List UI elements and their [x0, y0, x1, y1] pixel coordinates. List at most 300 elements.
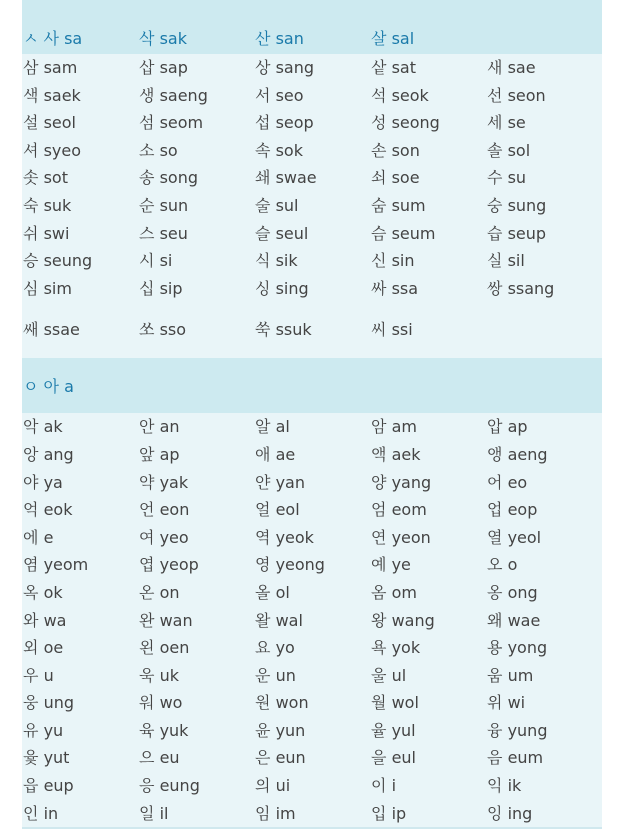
romanization: seol [43, 113, 76, 133]
romanization: seup [507, 223, 547, 243]
syllable-cell [486, 800, 602, 828]
hangul-syllable: 쇄 [255, 168, 271, 188]
romanization: sul [275, 195, 299, 215]
syllable-cell [138, 634, 254, 662]
syllable-cell [22, 551, 138, 579]
syllable-cell [254, 164, 370, 192]
hangul-syllable: 완 [139, 610, 155, 630]
header-romanization: san [275, 29, 304, 48]
hangul-syllable: 왈 [255, 610, 271, 630]
romanization: seon [507, 85, 546, 105]
romanization: seom [159, 113, 204, 133]
hangul-syllable: 스 [139, 223, 155, 243]
syllable-cell [22, 469, 138, 497]
hangul-syllable: 송 [139, 168, 155, 188]
hangul-syllable: 색 [23, 85, 39, 105]
romanization: sin [391, 251, 415, 271]
syllable-cell [486, 469, 602, 497]
syllable-cell [486, 579, 602, 607]
syllable-cell [22, 275, 138, 303]
syllable-cell [22, 744, 138, 772]
hangul-syllable: 원 [255, 693, 271, 713]
syllable-cell [22, 634, 138, 662]
syllable-cell [486, 551, 602, 579]
romanization: yak [159, 472, 189, 492]
romanization: ang [43, 444, 74, 464]
hangul-syllable: 약 [139, 472, 155, 492]
hangul-syllable: 슬 [255, 223, 271, 243]
hangul-syllable: 설 [23, 113, 39, 133]
section-header-a [22, 358, 602, 413]
header-cell [371, 26, 414, 49]
romanization: seung [43, 251, 93, 271]
hangul-syllable: 일 [139, 803, 155, 823]
syllable-cell [22, 717, 138, 745]
hangul-syllable: 영 [255, 555, 271, 575]
romanization: sok [275, 140, 303, 160]
romanization: yeon [391, 527, 431, 547]
syllable-cell [138, 551, 254, 579]
hangul-syllable: 요 [255, 638, 271, 658]
syllable-cell [486, 717, 602, 745]
romanization: su [507, 168, 527, 188]
romanization: um [507, 665, 534, 685]
syllable-cell [254, 109, 370, 137]
romanization: ssa [391, 278, 419, 298]
romanization: swi [43, 223, 70, 243]
syllable-cell [22, 413, 138, 441]
hangul-syllable: 임 [255, 803, 271, 823]
romanization: e [43, 527, 54, 547]
romanization: ul [391, 665, 407, 685]
syllable-cell [254, 413, 370, 441]
syllable-cell [22, 689, 138, 717]
syllable-cell [370, 164, 486, 192]
hangul-syllable: 선 [487, 85, 503, 105]
hangul-syllable: 온 [139, 582, 155, 602]
syllable-cell [370, 302, 486, 358]
romanization: ik [507, 776, 522, 796]
romanization: saeng [159, 85, 208, 105]
romanization: ui [275, 776, 291, 796]
syllable-cell [138, 82, 254, 110]
hangul-syllable: 음 [487, 748, 503, 768]
syllable-cell [370, 689, 486, 717]
syllable-cell [370, 772, 486, 800]
hangul-syllable: 손 [371, 140, 387, 160]
syllable-cell [254, 137, 370, 165]
syllable-cell [370, 441, 486, 469]
romanization: sil [507, 251, 525, 271]
syllable-cell [486, 192, 602, 220]
syllable-cell [138, 496, 254, 524]
hangul-syllable: 읍 [23, 776, 39, 796]
syllable-cell [254, 441, 370, 469]
syllable-cell [22, 579, 138, 607]
hangul-syllable: 욱 [139, 665, 155, 685]
romanization-table [22, 0, 602, 827]
romanization: wal [275, 610, 303, 630]
syllable-cell [22, 82, 138, 110]
romanization: sot [43, 168, 68, 188]
hangul-syllable: 울 [371, 665, 387, 685]
romanization: yo [275, 638, 295, 658]
syllable-cell [486, 496, 602, 524]
syllable-cell [370, 662, 486, 690]
syllable-cell [138, 275, 254, 303]
romanization: sap [159, 58, 188, 77]
syllable-grid-a [22, 413, 602, 827]
syllable-cell [370, 109, 486, 137]
romanization: sung [507, 195, 547, 215]
syllable-cell [22, 524, 138, 552]
romanization: yeok [275, 527, 314, 547]
hangul-syllable: 앙 [23, 444, 39, 464]
romanization: ong [507, 582, 538, 602]
romanization: ye [391, 555, 411, 575]
hangul-syllable: 업 [487, 500, 503, 520]
syllable-cell [22, 496, 138, 524]
syllable-cell [370, 524, 486, 552]
hangul-syllable: 순 [139, 195, 155, 215]
syllable-cell [254, 524, 370, 552]
romanization: wi [507, 693, 526, 713]
hangul-syllable: 역 [255, 527, 271, 547]
hangul-syllable: 입 [371, 803, 387, 823]
syllable-cell [486, 137, 602, 165]
romanization: suk [43, 195, 72, 215]
romanization: swae [275, 168, 317, 188]
romanization: eon [159, 500, 190, 520]
romanization: ap [507, 417, 528, 437]
romanization: seu [159, 223, 188, 243]
hangul-syllable: 승 [23, 251, 39, 271]
syllable-cell [138, 192, 254, 220]
romanization: se [507, 113, 526, 133]
hangul-syllable: 외 [23, 638, 39, 658]
syllable-cell [370, 192, 486, 220]
syllable-cell [370, 717, 486, 745]
header-hangul: 살 [371, 29, 387, 48]
hangul-syllable: 섭 [255, 113, 271, 133]
syllable-cell [486, 772, 602, 800]
hangul-syllable: 워 [139, 693, 155, 713]
hangul-syllable: 암 [371, 417, 387, 437]
syllable-cell [22, 220, 138, 248]
romanization: yeom [43, 555, 89, 575]
romanization: seong [391, 113, 440, 133]
syllable-cell [22, 607, 138, 635]
hangul-syllable: 솔 [487, 140, 503, 160]
hangul-syllable: 슴 [371, 223, 387, 243]
syllable-grid-sa-last [22, 302, 602, 358]
hangul-syllable: 염 [23, 555, 39, 575]
syllable-cell [138, 607, 254, 635]
syllable-cell [370, 137, 486, 165]
hangul-syllable: 예 [371, 555, 387, 575]
syllable-cell [370, 413, 486, 441]
romanization: sun [159, 195, 189, 215]
syllable-grid-sa [22, 54, 602, 302]
hangul-syllable: 연 [371, 527, 387, 547]
syllable-cell [22, 109, 138, 137]
romanization: seum [391, 223, 436, 243]
romanization: yeong [275, 555, 325, 575]
romanization: eum [507, 748, 544, 768]
romanization: sol [507, 140, 531, 160]
romanization: yeol [507, 527, 542, 547]
syllable-cell [254, 496, 370, 524]
romanization: eup [43, 776, 74, 796]
romanization: eun [275, 748, 306, 768]
romanization: un [275, 665, 296, 685]
syllable-cell [138, 54, 254, 82]
hangul-syllable: 움 [487, 665, 503, 685]
romanization: ung [43, 693, 74, 713]
hangul-syllable: 쌍 [487, 278, 503, 298]
romanization: oen [159, 638, 190, 658]
romanization: yung [507, 720, 548, 740]
hangul-syllable: 악 [23, 417, 39, 437]
romanization: sso [159, 320, 187, 340]
romanization: ing [507, 803, 533, 823]
syllable-cell [138, 469, 254, 497]
hangul-syllable: 쏘 [139, 320, 155, 340]
hangul-syllable: 소 [139, 140, 155, 160]
hangul-syllable: 솟 [23, 168, 39, 188]
romanization: sang [275, 58, 314, 77]
syllable-cell [254, 607, 370, 635]
syllable-cell [22, 662, 138, 690]
syllable-cell [254, 220, 370, 248]
hangul-syllable: 쌔 [23, 320, 39, 340]
header-cell [255, 26, 304, 49]
hangul-syllable: 압 [487, 417, 503, 437]
syllable-cell [138, 800, 254, 828]
hangul-syllable: 위 [487, 693, 503, 713]
romanization: seul [275, 223, 309, 243]
syllable-cell [370, 82, 486, 110]
hangul-syllable: 양 [371, 472, 387, 492]
romanization: il [159, 803, 169, 823]
hangul-syllable: 왕 [371, 610, 387, 630]
romanization: i [391, 776, 397, 796]
hangul-syllable: 언 [139, 500, 155, 520]
hangul-syllable: 샅 [371, 58, 387, 77]
header-hangul: 삭 [139, 29, 155, 48]
syllable-cell [138, 744, 254, 772]
syllable-cell [138, 164, 254, 192]
romanization: ae [275, 444, 296, 464]
romanization: u [43, 665, 54, 685]
hangul-syllable: 용 [487, 638, 503, 658]
romanization: si [159, 251, 173, 271]
syllable-cell [370, 800, 486, 828]
hangul-syllable: 오 [487, 555, 503, 575]
romanization: ssang [507, 278, 555, 298]
romanization: eul [391, 748, 416, 768]
romanization: yul [391, 720, 416, 740]
header-hangul: 산 [255, 29, 271, 48]
syllable-cell [370, 275, 486, 303]
romanization: wan [159, 610, 193, 630]
hangul-syllable: 은 [255, 748, 271, 768]
syllable-cell [254, 302, 370, 358]
romanization: son [391, 140, 420, 160]
romanization: yan [275, 472, 305, 492]
syllable-cell [486, 109, 602, 137]
romanization: yu [43, 720, 64, 740]
syllable-cell [486, 220, 602, 248]
romanization: so [159, 140, 178, 160]
hangul-syllable: 왼 [139, 638, 155, 658]
syllable-cell [138, 137, 254, 165]
hangul-syllable: 여 [139, 527, 155, 547]
syllable-cell [22, 302, 138, 358]
hangul-syllable: 쉬 [23, 223, 39, 243]
syllable-cell [370, 579, 486, 607]
syllable-cell [138, 220, 254, 248]
syllable-cell [486, 275, 602, 303]
hangul-syllable: 수 [487, 168, 503, 188]
romanization: eop [507, 500, 538, 520]
syllable-cell [486, 744, 602, 772]
romanization: seok [391, 85, 429, 105]
hangul-syllable: 숭 [487, 195, 503, 215]
romanization: eom [391, 500, 427, 520]
header-romanization: sak [159, 29, 187, 48]
romanization: wa [43, 610, 67, 630]
syllable-cell [138, 772, 254, 800]
syllable-cell [254, 800, 370, 828]
romanization: seop [275, 113, 314, 133]
romanization: ak [43, 417, 63, 437]
romanization: ap [159, 444, 180, 464]
syllable-cell [486, 607, 602, 635]
hangul-syllable: 월 [371, 693, 387, 713]
syllable-cell [254, 579, 370, 607]
section-header-sa [22, 0, 602, 54]
romanization: yok [391, 638, 421, 658]
hangul-syllable: 셔 [23, 140, 39, 160]
hangul-syllable: 신 [371, 251, 387, 271]
syllable-cell [138, 689, 254, 717]
romanization: soe [391, 168, 420, 188]
hangul-syllable: 서 [255, 85, 271, 105]
hangul-syllable: 식 [255, 251, 271, 271]
hangul-syllable: 의 [255, 776, 271, 796]
romanization: eok [43, 500, 73, 520]
romanization: wae [507, 610, 541, 630]
header-romanization: sa [64, 29, 83, 48]
hangul-syllable: 애 [255, 444, 271, 464]
romanization: aek [391, 444, 421, 464]
hangul-syllable: 와 [23, 610, 39, 630]
hangul-syllable: 얼 [255, 500, 271, 520]
romanization: yong [507, 638, 548, 658]
hangul-syllable: 유 [23, 720, 39, 740]
syllable-cell [486, 54, 602, 82]
hangul-syllable: 싱 [255, 278, 271, 298]
syllable-cell [370, 496, 486, 524]
romanization: on [159, 582, 180, 602]
syllable-cell [138, 524, 254, 552]
romanization: yeop [159, 555, 199, 575]
romanization: eung [159, 776, 200, 796]
header-hangul: ㅇ 아 [23, 377, 59, 397]
syllable-cell [138, 662, 254, 690]
syllable-cell [22, 247, 138, 275]
syllable-cell [138, 302, 254, 358]
romanization: om [391, 582, 417, 602]
romanization: an [159, 417, 180, 437]
romanization: ssi [391, 320, 413, 340]
syllable-cell [486, 441, 602, 469]
syllable-cell [254, 247, 370, 275]
romanization: o [507, 555, 518, 575]
hangul-syllable: 운 [255, 665, 271, 685]
syllable-cell [370, 220, 486, 248]
hangul-syllable: 왜 [487, 610, 503, 630]
hangul-syllable: 속 [255, 140, 271, 160]
syllable-cell [370, 54, 486, 82]
romanization: wol [391, 693, 419, 713]
hangul-syllable: 야 [23, 472, 39, 492]
hangul-syllable: 어 [487, 472, 503, 492]
hangul-syllable: 엽 [139, 555, 155, 575]
header-hangul: ㅅ 사 [23, 29, 59, 48]
hangul-syllable: 싸 [371, 278, 387, 298]
romanization: song [159, 168, 198, 188]
romanization: seo [275, 85, 304, 105]
romanization: ip [391, 803, 407, 823]
syllable-cell [370, 551, 486, 579]
hangul-syllable: 엄 [371, 500, 387, 520]
syllable-cell [254, 469, 370, 497]
romanization: syeo [43, 140, 81, 160]
hangul-syllable: 인 [23, 803, 39, 823]
header-cell [23, 374, 74, 397]
hangul-syllable: 실 [487, 251, 503, 271]
hangul-syllable: 안 [139, 417, 155, 437]
header-romanization: sal [391, 29, 415, 48]
syllable-cell [22, 772, 138, 800]
hangul-syllable: 심 [23, 278, 39, 298]
romanization: sing [275, 278, 309, 298]
hangul-syllable: 우 [23, 665, 39, 685]
syllable-cell [370, 469, 486, 497]
syllable-cell [254, 772, 370, 800]
hangul-syllable: 새 [487, 58, 503, 77]
syllable-cell [138, 441, 254, 469]
syllable-cell [254, 744, 370, 772]
syllable-cell [254, 551, 370, 579]
syllable-cell [22, 441, 138, 469]
syllable-cell [486, 662, 602, 690]
hangul-syllable: 앵 [487, 444, 503, 464]
syllable-cell [22, 164, 138, 192]
syllable-cell [486, 82, 602, 110]
romanization: sum [391, 195, 426, 215]
romanization: ya [43, 472, 63, 492]
hangul-syllable: 얀 [255, 472, 271, 492]
romanization: saek [43, 85, 81, 105]
romanization: ssuk [275, 320, 312, 340]
hangul-syllable: 옴 [371, 582, 387, 602]
hangul-syllable: 생 [139, 85, 155, 105]
romanization: uk [159, 665, 179, 685]
hangul-syllable: 웅 [23, 693, 39, 713]
